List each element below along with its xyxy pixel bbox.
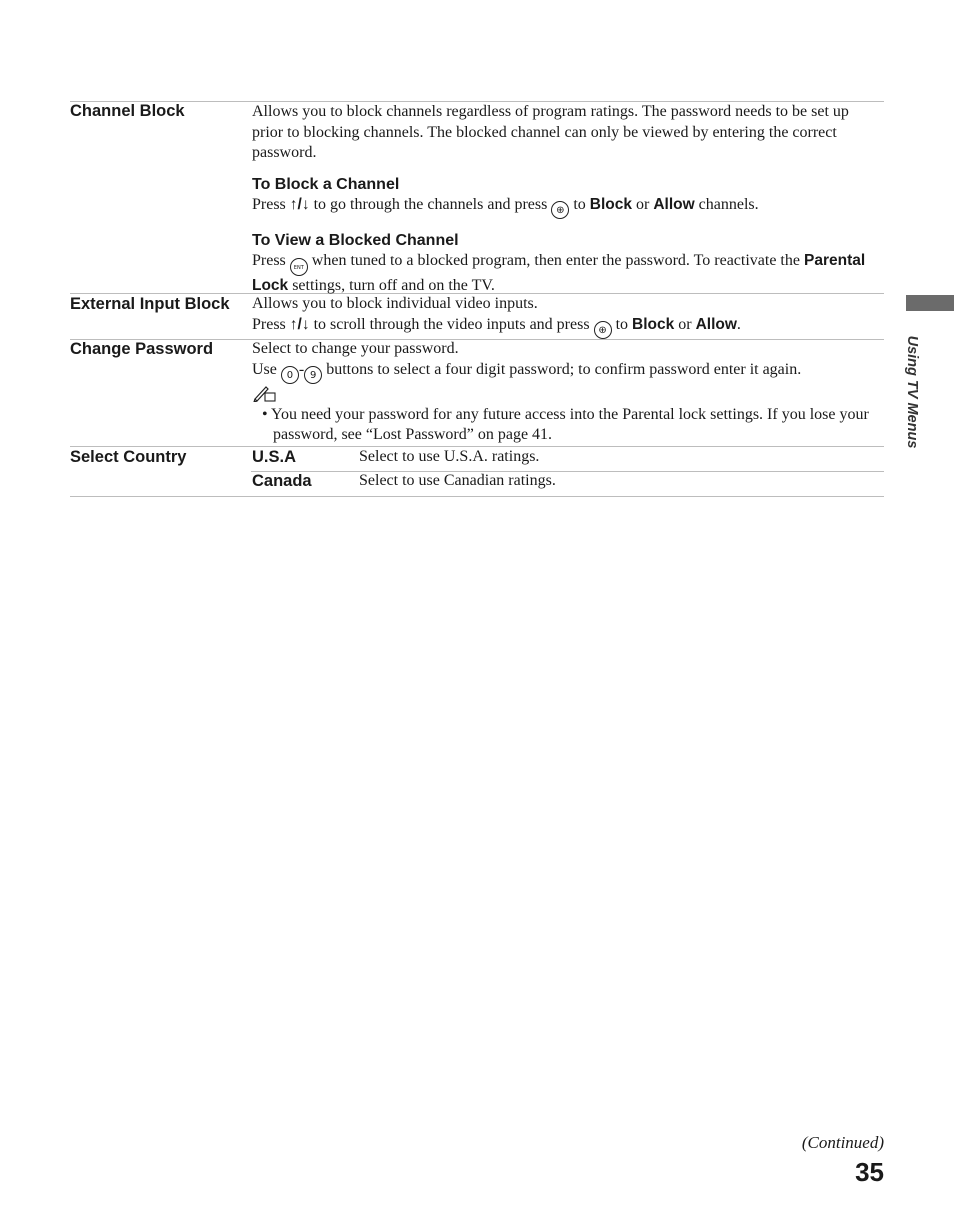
block-channel-text: Press ↑/↓ to go through the channels and press ⊕ to Block or Allow channels. xyxy=(252,195,882,219)
channel-block-body xyxy=(252,102,882,296)
password-note: • You need your password for any future access into the Parental lock settings. If you lose your password, see “Lost Password” on page 41. xyxy=(262,405,869,443)
term-change-password: Change Password xyxy=(70,340,214,358)
view-blocked-text: Press ENT when tuned to a blocked program, then enter the password. To reactivate the Parental Lock settings, turn off and on the TV. xyxy=(252,251,866,294)
view-blocked-heading: To View a Blocked Channel xyxy=(252,231,459,249)
side-tab-marker xyxy=(906,295,954,311)
external-input-body xyxy=(252,294,882,339)
change-password-body xyxy=(252,339,882,446)
change-password-desc: Select to change your password. xyxy=(252,340,459,357)
parental-lock-term: Parental Lock xyxy=(252,251,866,294)
continued-label: (Continued) xyxy=(801,1133,884,1152)
zero-button-icon: 0 xyxy=(281,366,299,384)
term-channel-block: Channel Block xyxy=(70,102,185,120)
rule-bottom xyxy=(70,496,884,497)
external-input-instructions: Press ↑/↓ to scroll through the video inputs and press ⊕ to Block or Allow. xyxy=(252,315,882,339)
side-section-label: Using TV Menus xyxy=(904,335,920,449)
term-external-input-block: External Input Block xyxy=(70,295,230,313)
country-code-canada: Canada xyxy=(252,472,312,490)
enter-button-icon: ENT xyxy=(290,258,308,276)
note-icon-line xyxy=(252,384,882,405)
up-down-arrows-icon: ↑/↓ xyxy=(289,315,310,333)
country-desc-canada: Select to use Canadian ratings. xyxy=(359,472,556,489)
note-pencil-icon xyxy=(252,384,278,402)
page-number: 35 xyxy=(855,1157,884,1187)
nine-button-icon: 9 xyxy=(304,366,322,384)
allow-word: Allow xyxy=(695,315,737,333)
country-desc-usa: Select to use U.S.A. ratings. xyxy=(359,448,540,465)
term-select-country: Select Country xyxy=(70,448,187,466)
select-button-icon: ⊕ xyxy=(594,321,612,339)
allow-word: Allow xyxy=(653,195,695,213)
select-button-icon: ⊕ xyxy=(551,201,569,219)
rule-between-countries xyxy=(251,471,884,472)
up-down-arrows-icon: ↑/↓ xyxy=(289,195,310,213)
external-input-desc: Allows you to block individual video inputs. xyxy=(252,295,538,312)
country-code-usa: U.S.A xyxy=(252,448,297,466)
change-password-instructions: Use 0 - 9 buttons to select a four digit password; to confirm password enter it again. xyxy=(252,360,882,384)
block-channel-heading: To Block a Channel xyxy=(252,175,400,193)
block-word: Block xyxy=(589,195,632,213)
rule-after-change-password xyxy=(70,446,884,447)
block-word: Block xyxy=(632,315,675,333)
channel-block-desc: Allows you to block channels regardless of program ratings. The password needs to be set up prior to blocking channels. The blocked channel can only be viewed by entering the correct password. xyxy=(252,103,849,161)
